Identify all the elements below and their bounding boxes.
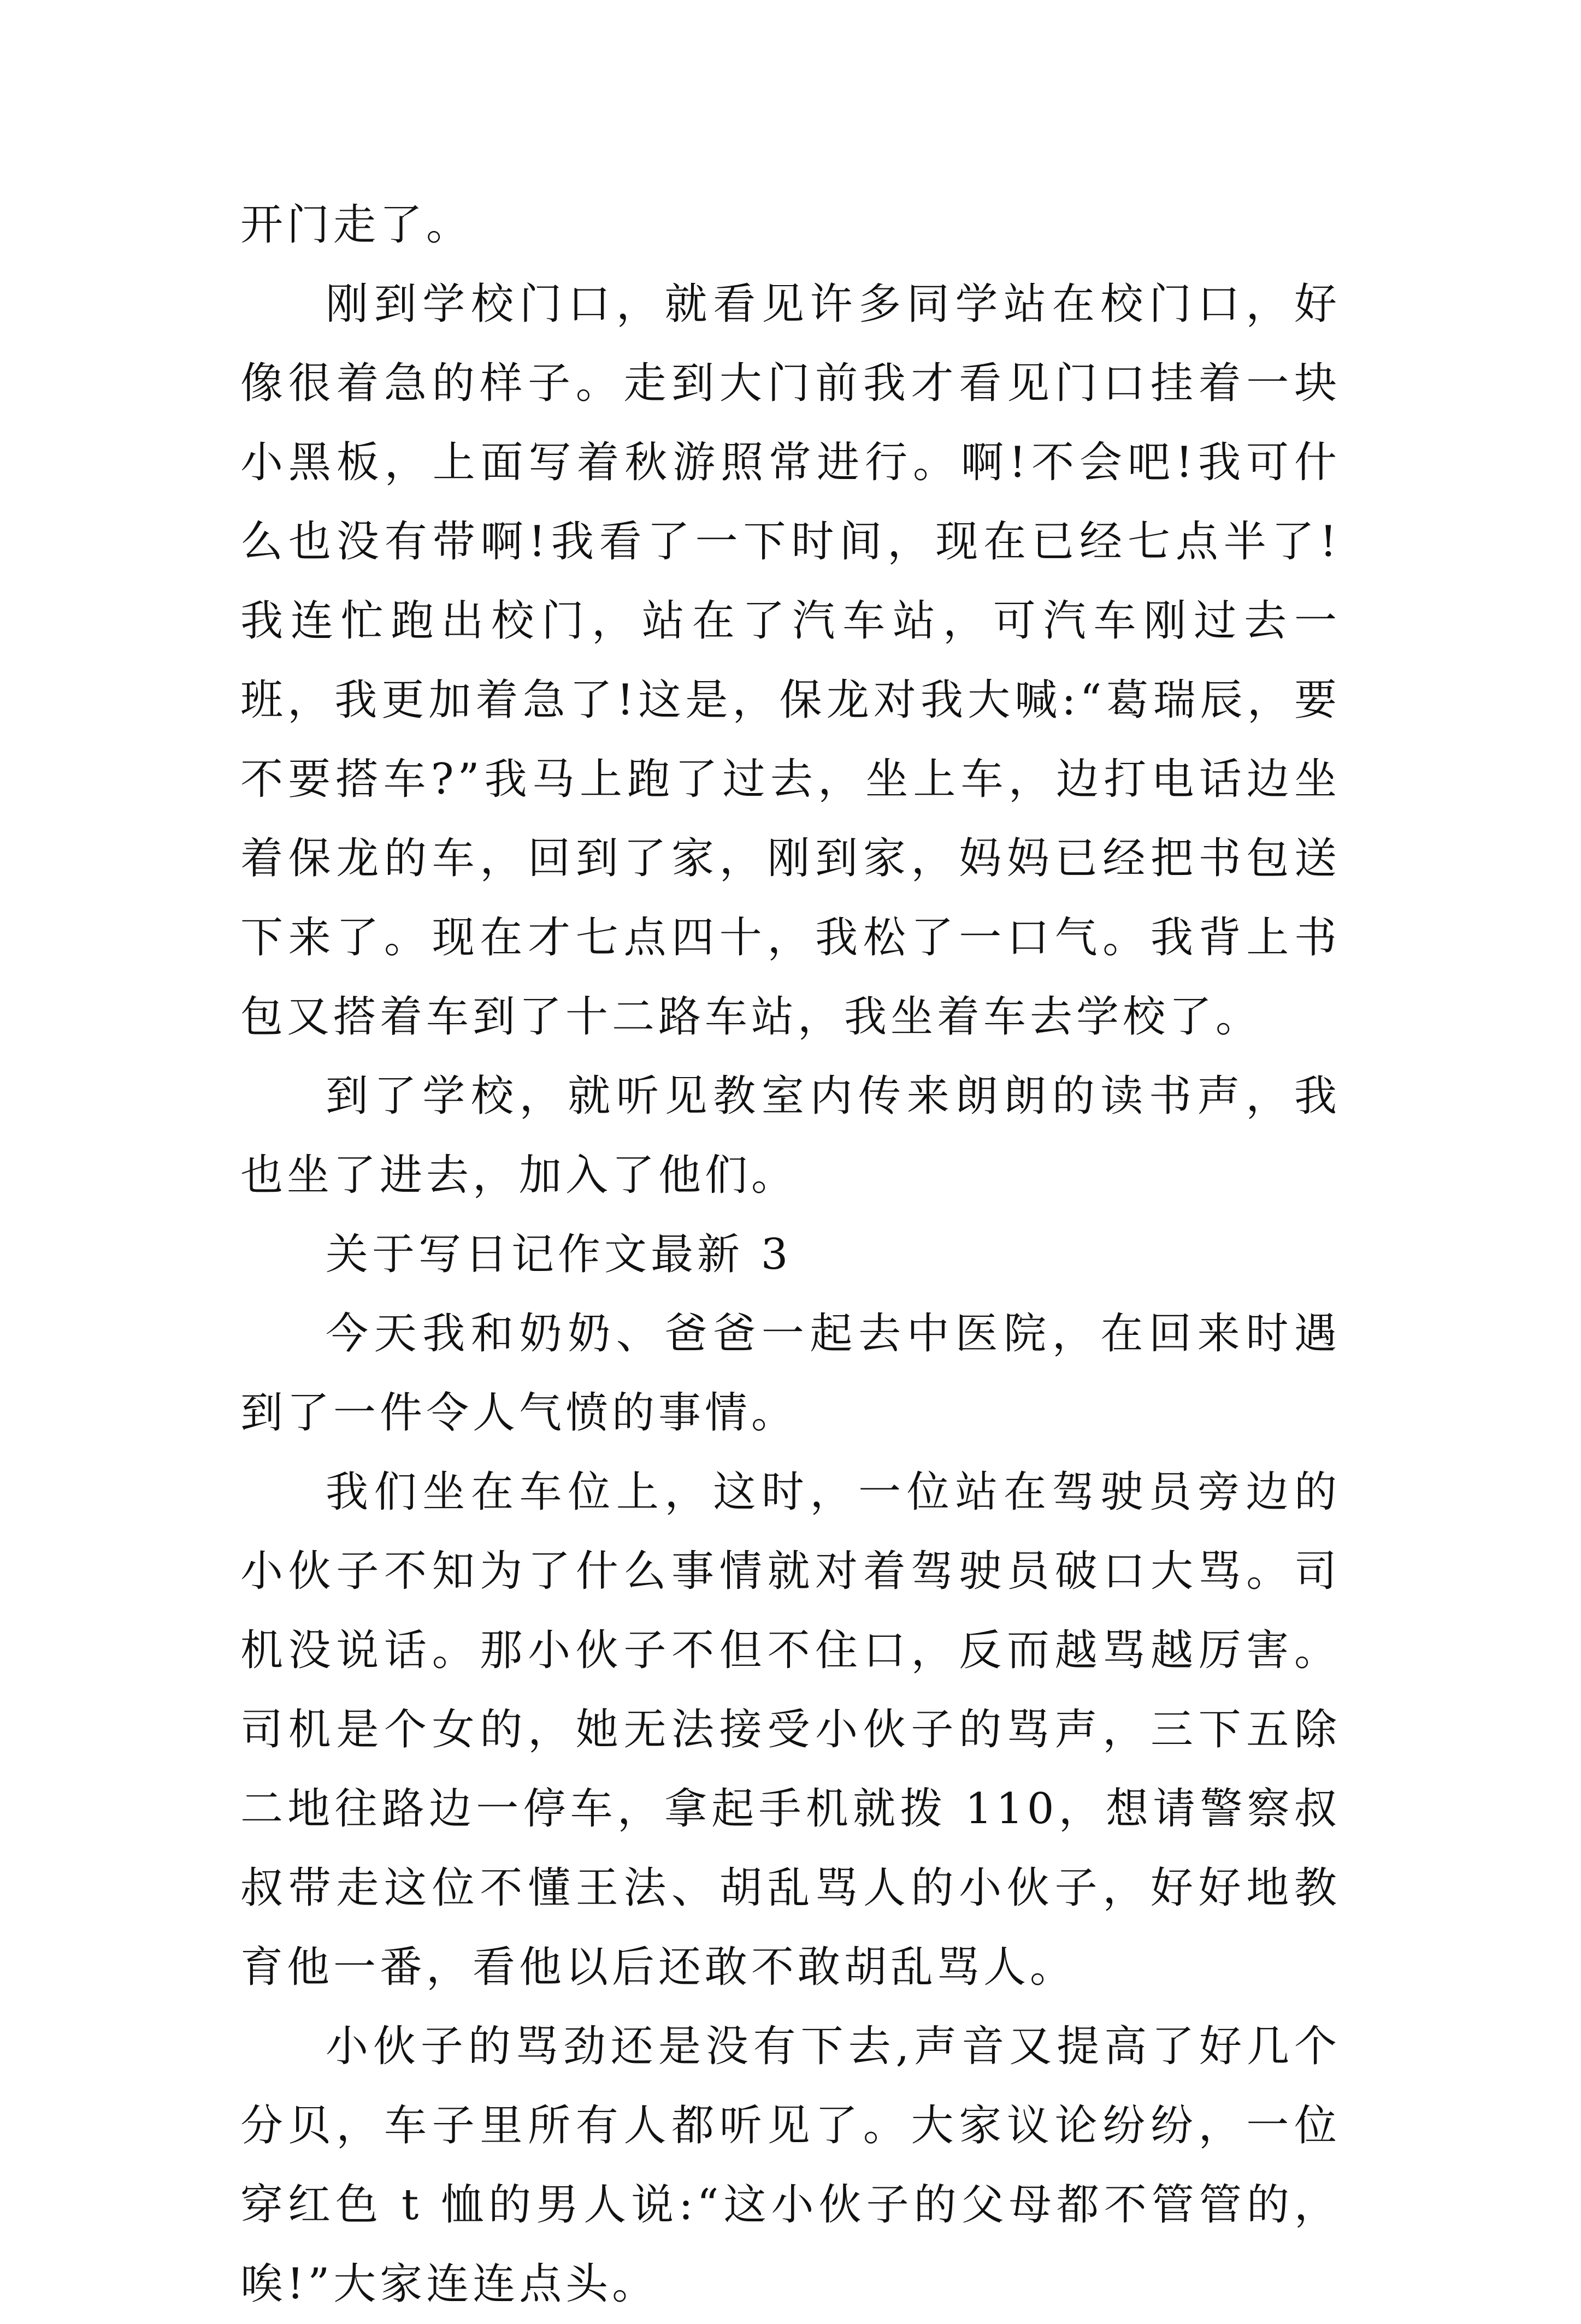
- paragraph: 刚到学校门口，就看见许多同学站在校门口，好像很着急的样子。走到大门前我才看见门口挂着一块小黑板，上面写着秋游照常进行。啊!不会吧!我可什么也没有带啊!我看了一下时间，现在已经七点半了!我连忙跑出校门，站在了汽车站，可汽车刚过去一班，我更加着急了!这是，保龙对我大喊:“葛瑞辰，要不要搭车?”我马上跑了过去，坐上车，边打电话边坐着保龙的车，回到了家，刚到家，妈妈已经把书包送下来了。现在才七点四十，我松了一口气。我背上书包又搭着车到了十二路车站，我坐着车去学校了。: [240, 280, 1341, 1042]
- paragraph: 我们坐在车位上，这时，一位站在驾驶员旁边的小伙子不知为了什么事情就对着驾驶员破口大骂。司机没说话。那小伙子不但不住口，反而越骂越厉害。司机是个女的，她无法接受小伙子的骂声，三下五除二地往路边一停车，拿起手机就拨 110，想请警察叔叔带走这位不懂王法、胡乱骂人的小伙子，好好地教育他一番，看他以后还敢不敢胡乱骂人。: [240, 1468, 1341, 1992]
- paragraph: 到了学校，就听见教室内传来朗朗的读书声，我也坐了进去，加入了他们。: [240, 1072, 1341, 1200]
- paragraph-continuation: 开门走了。: [240, 200, 473, 250]
- section-heading: 关于写日记作文最新 3: [326, 1230, 792, 1279]
- document-body: [240, 186, 1341, 2324]
- paragraph: 今天我和奶奶、爸爸一起去中医院，在回来时遇到了一件令人气愤的事情。: [240, 1309, 1341, 1438]
- paragraph: 小伙子的骂劲还是没有下去,声音又提高了好几个分贝，车子里所有人都听见了。大家议论纷纷，一位穿红色 t 恤的男人说:“这小伙子的父母都不管管的，唉!”大家连连点头。: [240, 2022, 1341, 2309]
